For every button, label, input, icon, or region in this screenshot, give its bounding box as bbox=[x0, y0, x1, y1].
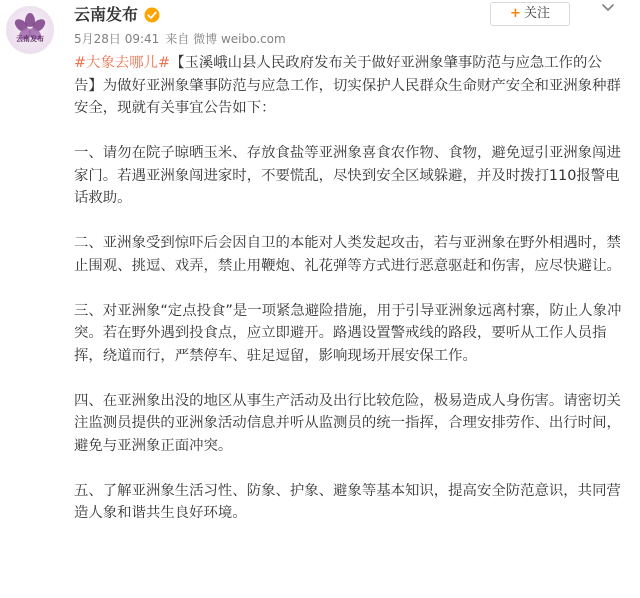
paragraph: 四、在亚洲象出没的地区从事生产活动及出行比较危险，极易造成人身伤害。请密切关注监测员提供的亚洲象活动信息并听从监测员的统一指挥，合理安排劳作、出行时间，避免与亚洲象正面冲突。 bbox=[74, 392, 621, 454]
post-content bbox=[74, 52, 622, 547]
paragraph: 一、请勿在院子晾晒玉米、存放食盐等亚洲象喜食农作物、食物，避免逗引亚洲象闯进家门。若遇亚洲象闯进家时，不要慌乱，尽快到安全区域躲避，并及时拨打110报警电话救助。 bbox=[74, 145, 621, 206]
post-intro bbox=[74, 52, 622, 120]
chevron-down-icon[interactable] bbox=[598, 0, 618, 16]
author-name[interactable]: 云南发布 bbox=[74, 5, 139, 24]
plus-icon: + bbox=[510, 6, 521, 21]
avatar[interactable] bbox=[6, 6, 54, 54]
verified-badge-icon bbox=[144, 7, 160, 23]
post-meta bbox=[74, 31, 292, 47]
follow-label: 关注 bbox=[523, 6, 550, 21]
topic-link[interactable]: #大象去哪儿# bbox=[74, 55, 171, 71]
post-header bbox=[0, 0, 640, 56]
paragraph: 二、亚洲象受到惊吓后会因自卫的本能对人类发起攻击，若与亚洲象在野外相遇时，禁止围观、挑逗、戏弄，禁止用鞭炮、礼花弹等方式进行恶意驱赶和伤害，应尽快避让。 bbox=[74, 235, 621, 274]
post-timestamp[interactable]: 5月28日 09:41 bbox=[74, 32, 160, 46]
intro-text: 【玉溪峨山县人民政府发布关于做好亚洲象肇事防范与应急工作的公告】为做好亚洲象肇事防范与应急工作，切实保护人民群众生命财产安全和亚洲象种群安全，现就有关事宜公告如下： bbox=[74, 55, 621, 116]
paragraph: 三、对亚洲象“定点投食”是一项紧急避险措施，用于引导亚洲象远离村寨，防止人象冲突。若在野外遇到投食点，应立即避开。路遇设置警戒线的路段，要听从工作人员指挥，绕道而行，严禁停车、驻足逗留，影响现场开展安保工作。 bbox=[74, 302, 622, 364]
post-source[interactable]: 来自 微博 weibo.com bbox=[165, 32, 286, 46]
paragraph: 五、了解亚洲象生活习性、防象、护象、避象等基本知识，提高安全防范意识，共同营造人象和谐共生良好环境。 bbox=[74, 482, 621, 521]
follow-button[interactable] bbox=[490, 2, 570, 26]
avatar-text: 云南发布 bbox=[16, 35, 44, 43]
